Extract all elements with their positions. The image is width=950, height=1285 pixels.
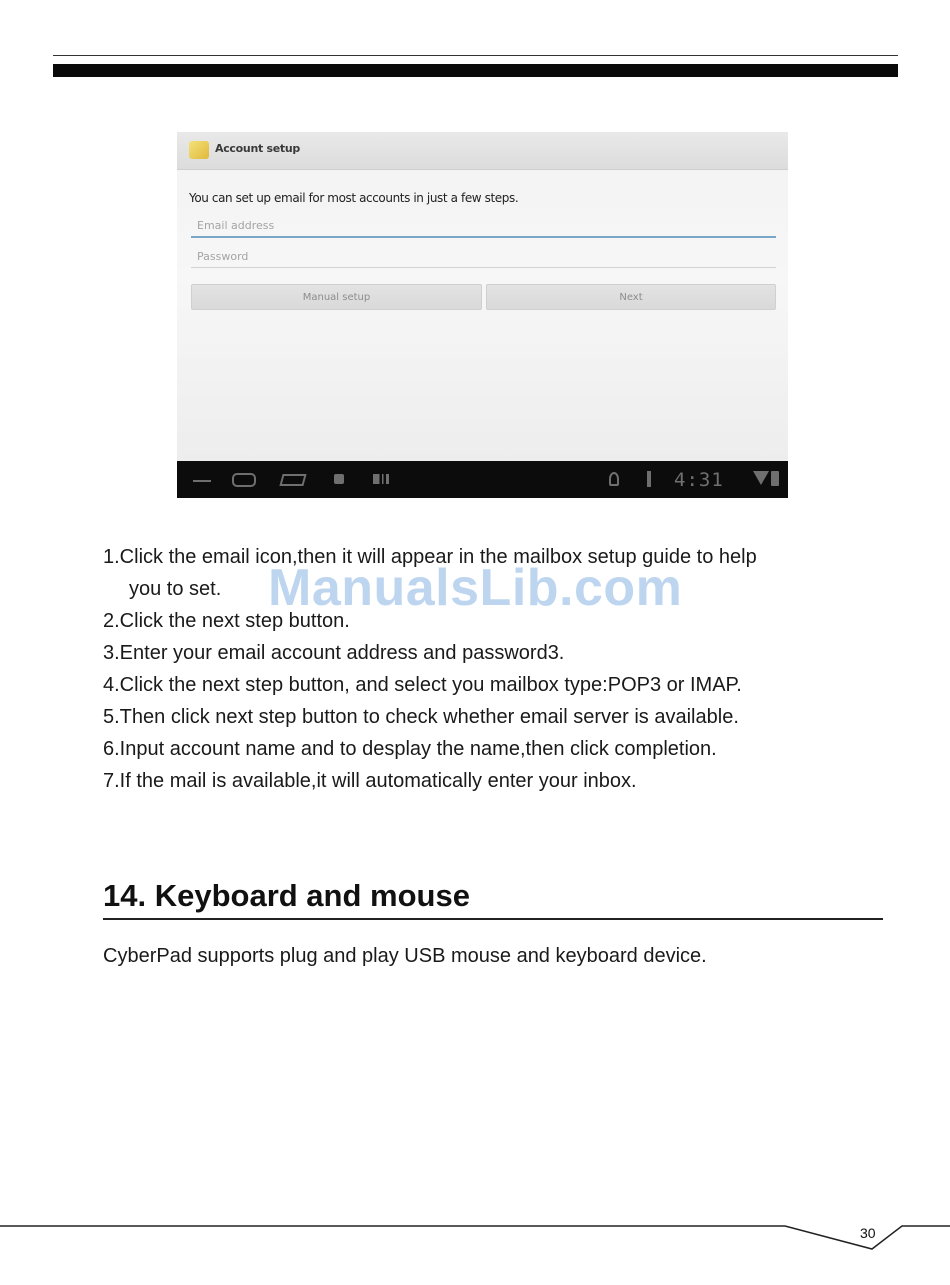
- home-icon[interactable]: [232, 473, 256, 487]
- usb-icon: [609, 472, 619, 486]
- header-thin-rule: [53, 55, 898, 56]
- system-navigation-bar: [177, 461, 788, 498]
- page-number: 30: [860, 1225, 876, 1241]
- email-app-icon: [189, 141, 209, 159]
- battery-icon: [771, 471, 779, 486]
- manual-setup-button[interactable]: Manual setup: [191, 284, 482, 310]
- watermark: ManualsLib.com: [268, 559, 683, 617]
- password-field[interactable]: [191, 245, 776, 268]
- screenshot-title: Account setup: [215, 142, 300, 155]
- footer-rule: [0, 1218, 950, 1258]
- section-body-text: CyberPad supports plug and play USB mouse and keyboard device.: [103, 945, 707, 967]
- step-6: 6.Input account name and to desplay the name,then click completion.: [103, 738, 717, 760]
- debug-icon: [647, 471, 651, 487]
- status-clock: 4:31: [674, 469, 724, 491]
- section-heading: 14. Keyboard and mouse: [103, 878, 470, 913]
- header-thick-rule: [53, 64, 898, 77]
- email-address-field[interactable]: [191, 214, 776, 238]
- step-1-text: 1.Click the email icon,then it will appear in the mailbox setup guide to help: [103, 546, 757, 568]
- step-1-continuation: you to set.: [129, 578, 222, 600]
- setup-intro-text: You can set up email for most accounts in just a few steps.: [189, 191, 519, 205]
- back-icon[interactable]: [193, 476, 211, 482]
- password-input[interactable]: [191, 245, 776, 267]
- screenshot-title-bar: [177, 132, 788, 170]
- step-3: 3.Enter your email account address and password3.: [103, 642, 565, 664]
- account-setup-screenshot: [177, 132, 788, 498]
- footer-notch-line: [0, 1226, 950, 1249]
- step-4: 4.Click the next step button, and select you mailbox type:POP3 or IMAP.: [103, 674, 742, 696]
- recent-apps-icon[interactable]: [279, 474, 306, 486]
- section-heading-rule: [103, 918, 883, 920]
- step-7: 7.If the mail is available,it will automatically enter your inbox.: [103, 770, 637, 792]
- volume-icon[interactable]: [373, 474, 389, 484]
- next-button[interactable]: Next: [486, 284, 776, 310]
- step-2: 2.Click the next step button.: [103, 610, 350, 632]
- menu-icon[interactable]: [334, 474, 344, 484]
- wifi-icon: [753, 471, 769, 485]
- email-address-input[interactable]: [191, 214, 776, 236]
- step-5: 5.Then click next step button to check whether email server is available.: [103, 706, 739, 728]
